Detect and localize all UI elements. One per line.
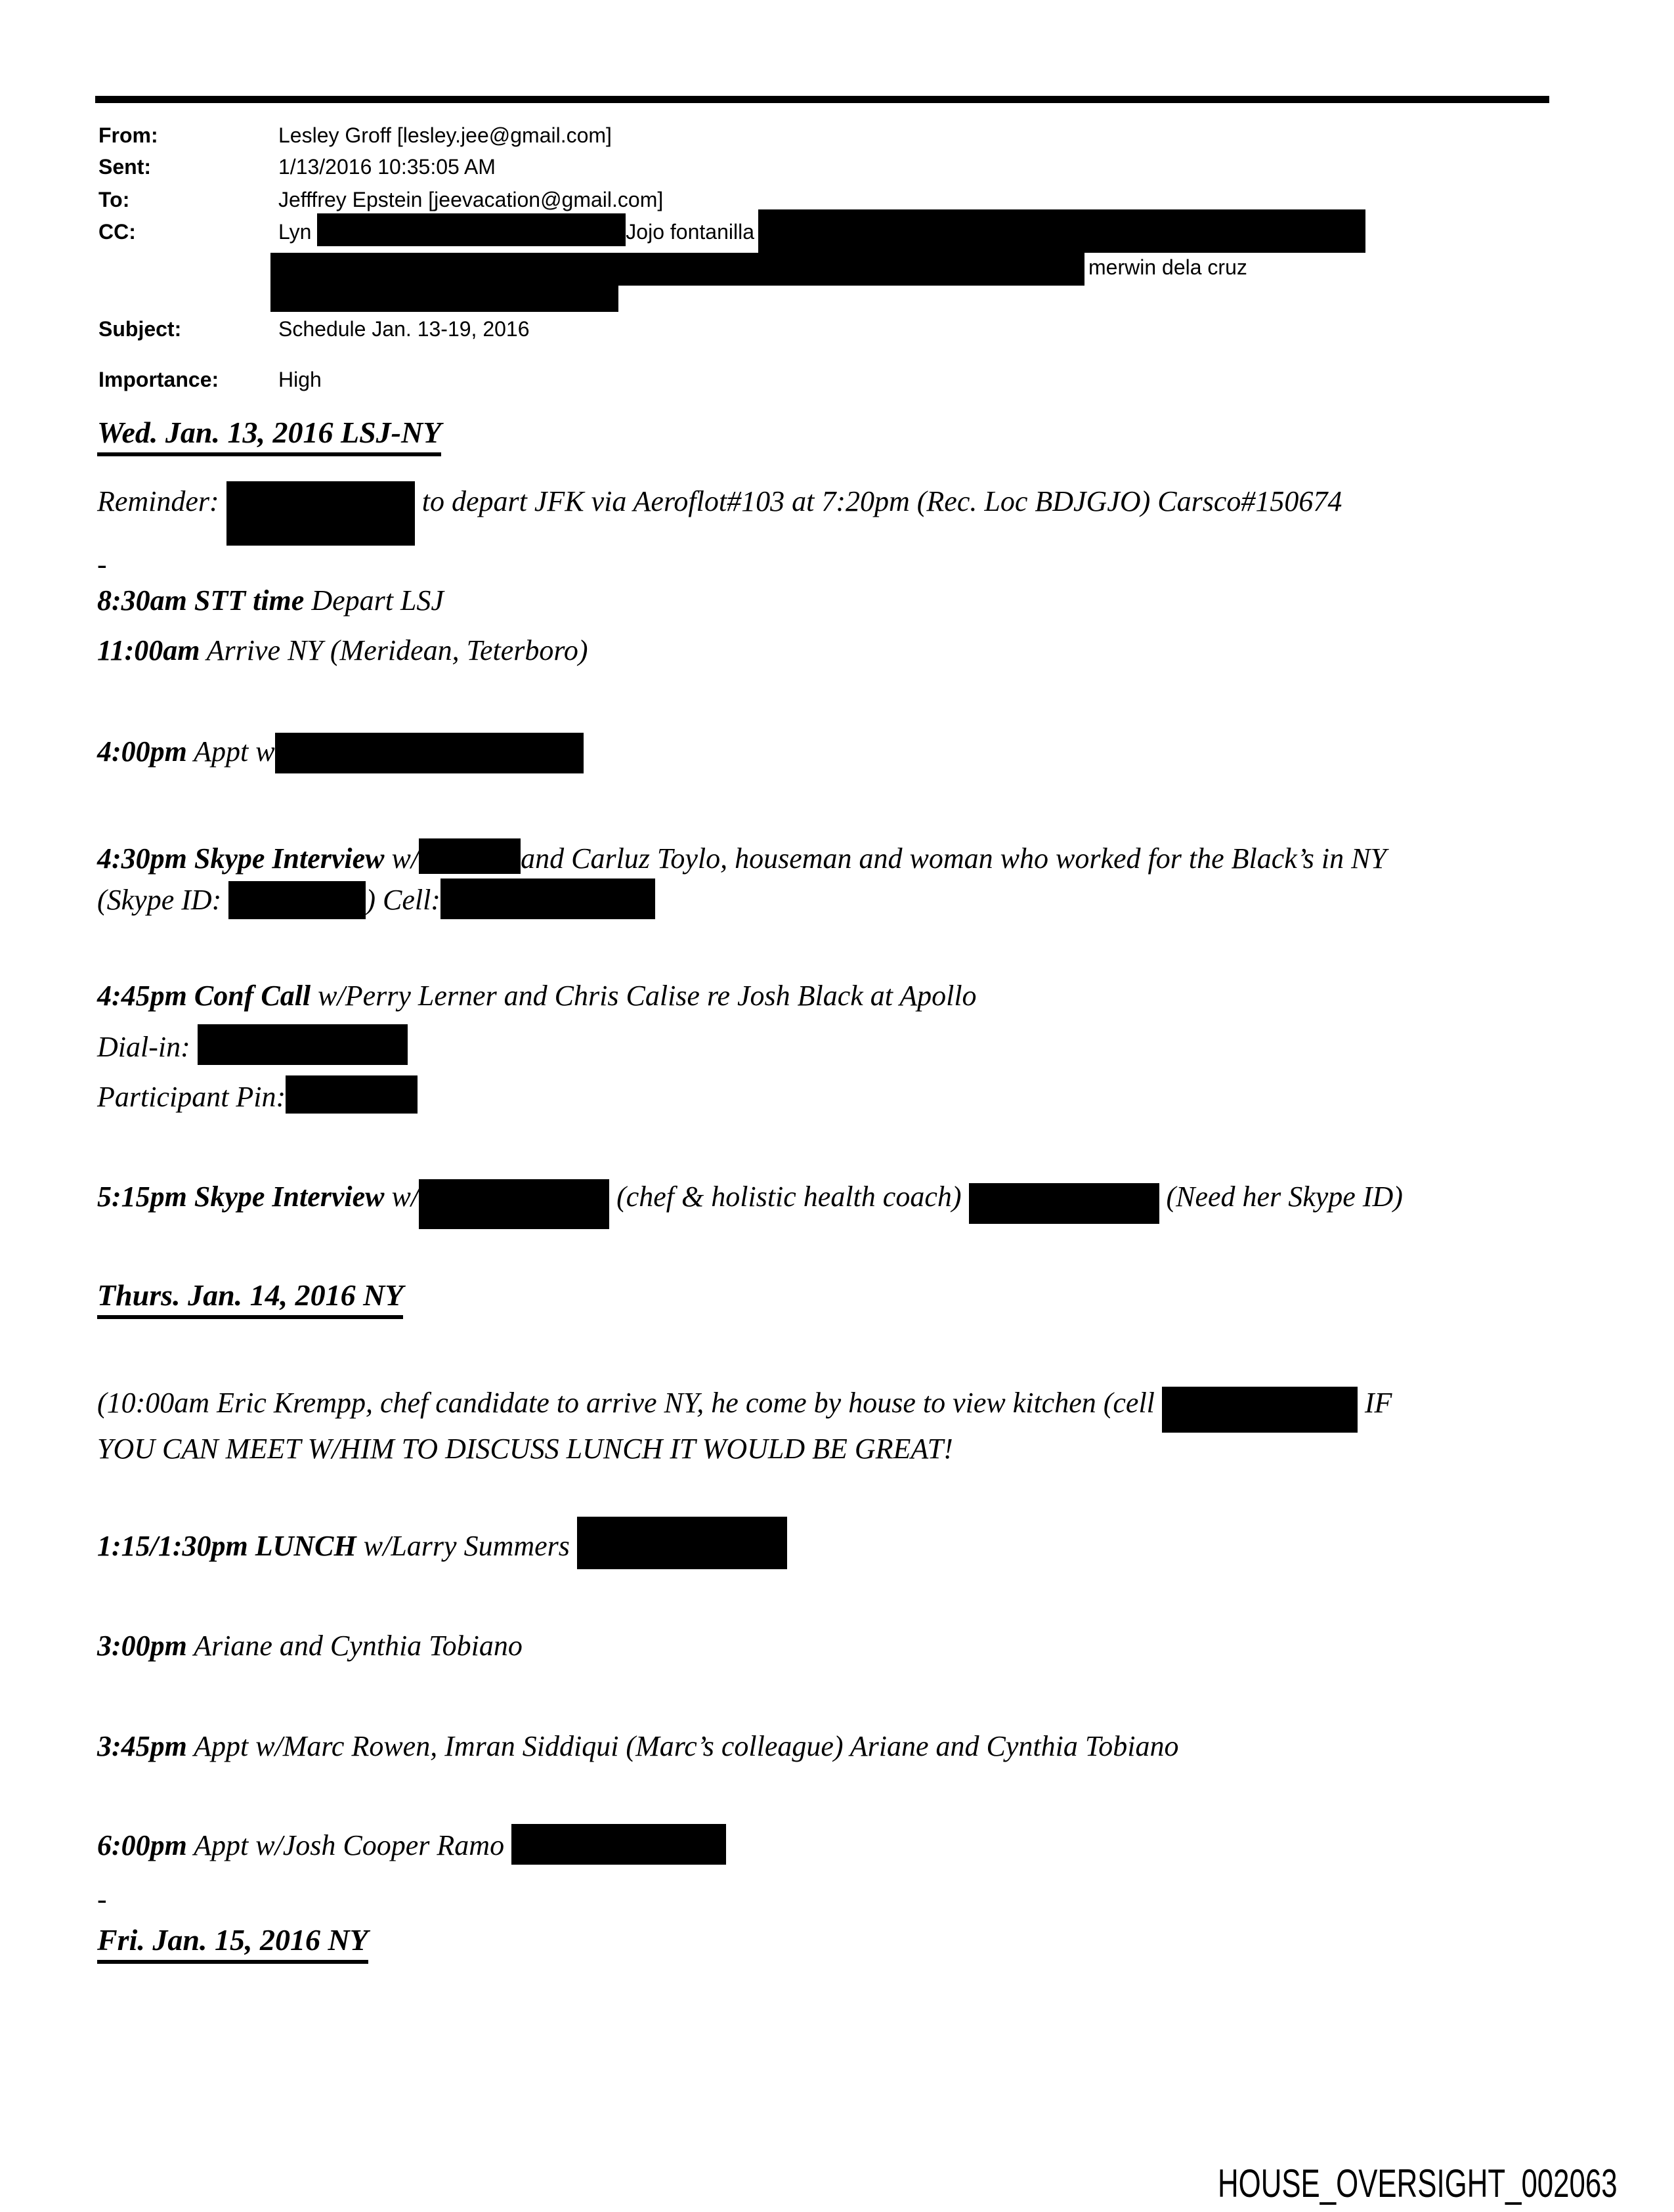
item-text: Appt w/Josh Cooper Ramo bbox=[186, 1829, 512, 1861]
from-label: From: bbox=[98, 123, 158, 147]
dash-glyph: - bbox=[97, 1883, 107, 1915]
reminder-line bbox=[97, 484, 1342, 546]
item-text: (chef & holistic health coach) bbox=[609, 1181, 969, 1213]
schedule-item-600pm bbox=[97, 1828, 726, 1865]
schedule-item-430pm-contact bbox=[97, 882, 655, 919]
redaction-cc-3 bbox=[270, 253, 1084, 286]
importance-value: High bbox=[278, 368, 322, 391]
schedule-item-345pm bbox=[97, 1729, 1178, 1764]
subject-label: Subject: bbox=[98, 317, 182, 341]
redaction-cc-4 bbox=[270, 286, 618, 312]
item-note: (Need her Skype ID) bbox=[1159, 1181, 1403, 1213]
item-w: w/ bbox=[384, 842, 419, 875]
dash-glyph: - bbox=[97, 548, 107, 580]
sent-value: 1/13/2016 10:35:05 AM bbox=[278, 155, 496, 179]
day-heading-fri-jan-15: Fri. Jan. 15, 2016 NY bbox=[97, 1922, 368, 1964]
schedule-item-430pm bbox=[97, 841, 1386, 877]
sent-label: Sent: bbox=[98, 155, 151, 179]
dash-separator-1 bbox=[97, 547, 107, 582]
cc-name-merwin: merwin dela cruz bbox=[1088, 255, 1247, 279]
item-time: 4:00pm bbox=[97, 735, 187, 768]
from-value: Lesley Groff [lesley.jee@gmail.com] bbox=[278, 123, 612, 147]
redaction-1000am-cell bbox=[1162, 1387, 1358, 1433]
redaction-400pm bbox=[275, 733, 584, 773]
item-time: 3:45pm bbox=[97, 1730, 187, 1762]
reminder-text: to depart JFK via Aeroflot#103 at 7:20pm (Rec. Loc BDJGJO) Carsco#150674 bbox=[414, 485, 1342, 517]
item-time: 8:30am STT time bbox=[97, 584, 305, 617]
redaction-pin bbox=[286, 1075, 418, 1114]
schedule-item-515pm bbox=[97, 1179, 1403, 1229]
schedule-item-1000am bbox=[97, 1385, 1392, 1433]
participant-pin-line bbox=[97, 1079, 418, 1115]
redaction-reminder bbox=[226, 481, 415, 546]
dash-separator-2 bbox=[97, 1882, 107, 1917]
bates-number: HOUSE_OVERSIGHT_002063 bbox=[1218, 2161, 1618, 2205]
schedule-item-300pm bbox=[97, 1628, 523, 1664]
redaction-515pm-phone bbox=[969, 1183, 1159, 1224]
schedule-item-1100am bbox=[97, 633, 588, 668]
redaction-skype-id bbox=[228, 881, 366, 919]
subject-value: Schedule Jan. 13-19, 2016 bbox=[278, 317, 530, 341]
redaction-cc-2 bbox=[758, 209, 1365, 253]
redaction-515pm-name bbox=[419, 1179, 609, 1229]
day-heading-thurs-jan-14: Thurs. Jan. 14, 2016 NY bbox=[97, 1278, 403, 1319]
item-time: 3:00pm bbox=[97, 1630, 187, 1662]
redaction-dialin bbox=[198, 1024, 408, 1065]
item-text: Ariane and Cynthia Tobiano bbox=[186, 1630, 523, 1662]
to-value: Jefffrey Epstein [jeevacation@gmail.com] bbox=[278, 188, 664, 211]
schedule-item-445pm bbox=[97, 978, 977, 1014]
schedule-item-830am bbox=[97, 583, 444, 618]
day-heading-wed-jan-13: Wed. Jan. 13, 2016 LSJ-NY bbox=[97, 415, 441, 456]
redaction-430pm-cell bbox=[440, 878, 655, 919]
item-text: YOU CAN MEET W/HIM TO DISCUSS LUNCH IT WOULD BE GREAT! bbox=[97, 1433, 953, 1465]
reminder-label: Reminder: bbox=[97, 485, 226, 517]
item-time: 1:15/1:30pm LUNCH bbox=[97, 1530, 356, 1562]
item-text: Appt w/Marc Rowen, Imran Siddiqui (Marc’s colleague) Ariane and Cynthia Tobiano bbox=[186, 1730, 1179, 1762]
item-time: 11:00am bbox=[97, 634, 200, 666]
item-time: 6:00pm bbox=[97, 1829, 187, 1861]
dialin-label: Dial-in: bbox=[97, 1031, 198, 1063]
item-time: 4:45pm Conf Call bbox=[97, 980, 311, 1012]
pin-label: Participant Pin: bbox=[97, 1081, 286, 1113]
schedule-item-400pm bbox=[97, 734, 584, 773]
dialin-line bbox=[97, 1030, 408, 1065]
importance-label: Importance: bbox=[98, 368, 219, 391]
cc-name-jojo: Jojo fontanilla bbox=[626, 220, 754, 244]
item-text: Arrive NY (Meridean, Teterboro) bbox=[200, 634, 588, 666]
item-text: w/Perry Lerner and Chris Calise re Josh Black at Apollo bbox=[311, 980, 977, 1012]
item-w: w/ bbox=[384, 1181, 419, 1213]
redaction-lunch bbox=[577, 1517, 787, 1569]
item-text-if: IF bbox=[1357, 1387, 1392, 1419]
item-text: (10:00am Eric Krempp, chef candidate to arrive NY, he come by house to view kitchen (cell bbox=[97, 1387, 1162, 1419]
item-time: 5:15pm Skype Interview bbox=[97, 1181, 385, 1213]
redaction-600pm bbox=[511, 1824, 726, 1865]
schedule-item-1000am-line2 bbox=[97, 1431, 953, 1467]
cc-label: CC: bbox=[98, 220, 136, 244]
item-text: w/Larry Summers bbox=[356, 1530, 577, 1562]
cc-line-2 bbox=[270, 253, 1247, 286]
cc-line-1 bbox=[278, 219, 1365, 253]
item-text: Depart LSJ bbox=[304, 584, 444, 617]
header-top-rule bbox=[95, 96, 1549, 103]
item-text: and Carluz Toylo, houseman and woman who worked for the Black’s in NY bbox=[521, 842, 1386, 875]
item-text: Appt w bbox=[186, 735, 275, 768]
item-time: 4:30pm Skype Interview bbox=[97, 842, 385, 875]
skype-id-label: (Skype ID: bbox=[97, 884, 229, 916]
cell-label: ) Cell: bbox=[366, 884, 440, 916]
redaction-cc-1 bbox=[317, 213, 626, 246]
cc-name-lyn: Lyn bbox=[278, 220, 318, 244]
schedule-item-lunch bbox=[97, 1529, 787, 1569]
redaction-430pm-name bbox=[419, 838, 521, 874]
to-label: To: bbox=[98, 188, 130, 211]
